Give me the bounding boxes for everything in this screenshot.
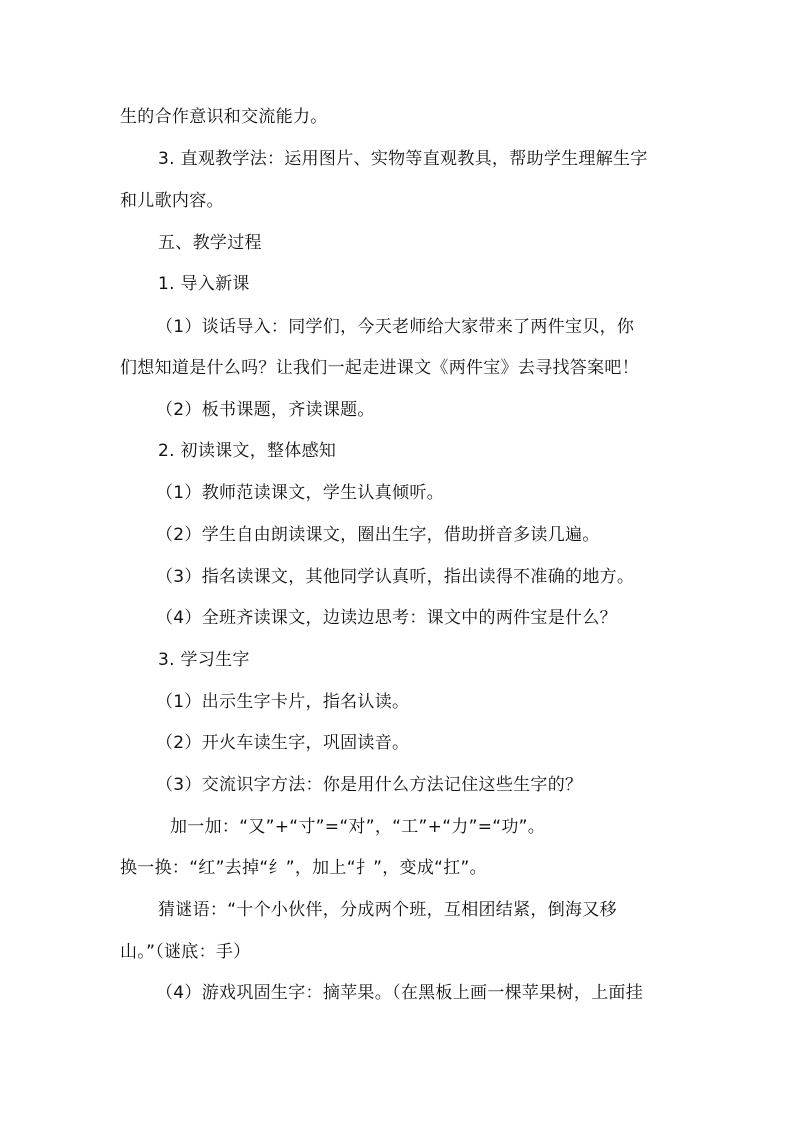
paragraph-line: 加一加：“又”+“寸”=“对”，“工”+“力”=“功”。 xyxy=(170,817,546,837)
paragraph-line: 和儿歌内容。 xyxy=(120,191,224,211)
paragraph-line: 换一换：“红”去掉“纟”，加上“扌”，变成“扛”。 xyxy=(120,858,487,878)
paragraph-line: 生的合作意识和交流能力。 xyxy=(120,107,328,127)
paragraph-line: （4）全班齐读课文，边读边思考：课文中的两件宝是什么？ xyxy=(156,608,617,628)
paragraph-line: （1）出示生字卡片，指名认读。 xyxy=(156,692,410,712)
paragraph-line: 猜谜语：“十个小伙伴，分成两个班，互相团结紧，倒海又移 xyxy=(158,900,617,920)
paragraph-line: （1）谈话导入：同学们，今天老师给大家带来了两件宝贝，你 xyxy=(156,317,635,337)
paragraph-line: （2）板书课题，齐读课题。 xyxy=(156,400,375,420)
step-heading-1: 1. 导入新课 xyxy=(158,274,250,294)
paragraph-line: （4）游戏巩固生字：摘苹果。（在黑板上画一棵苹果树，上面挂 xyxy=(156,983,644,1003)
paragraph-line: 山。”（谜底：手） xyxy=(120,942,251,962)
section-heading-method-3: 3. 直观教学法：运用图片、实物等直观教具，帮助学生理解生字 xyxy=(158,149,648,169)
section-heading-teaching-process: 五、教学过程 xyxy=(158,233,262,253)
paragraph-line: （1）教师范读课文，学生认真倾听。 xyxy=(156,483,444,503)
paragraph-line: （3）交流识字方法：你是用什么方法记住这些生字的？ xyxy=(156,775,583,795)
paragraph-line: （3）指名读课文，其他同学认真听，指出读得不准确的地方。 xyxy=(156,567,635,587)
step-heading-3: 3. 学习生字 xyxy=(158,650,250,670)
paragraph-line: （2）开火车读生字，巩固读音。 xyxy=(156,733,410,753)
paragraph-line: 们想知道是什么吗？让我们一起走进课文《两件宝》去寻找答案吧！ xyxy=(120,358,639,378)
paragraph-line: （2）学生自由朗读课文，圈出生字，借助拼音多读几遍。 xyxy=(156,525,600,545)
step-heading-2: 2. 初读课文，整体感知 xyxy=(158,441,337,461)
